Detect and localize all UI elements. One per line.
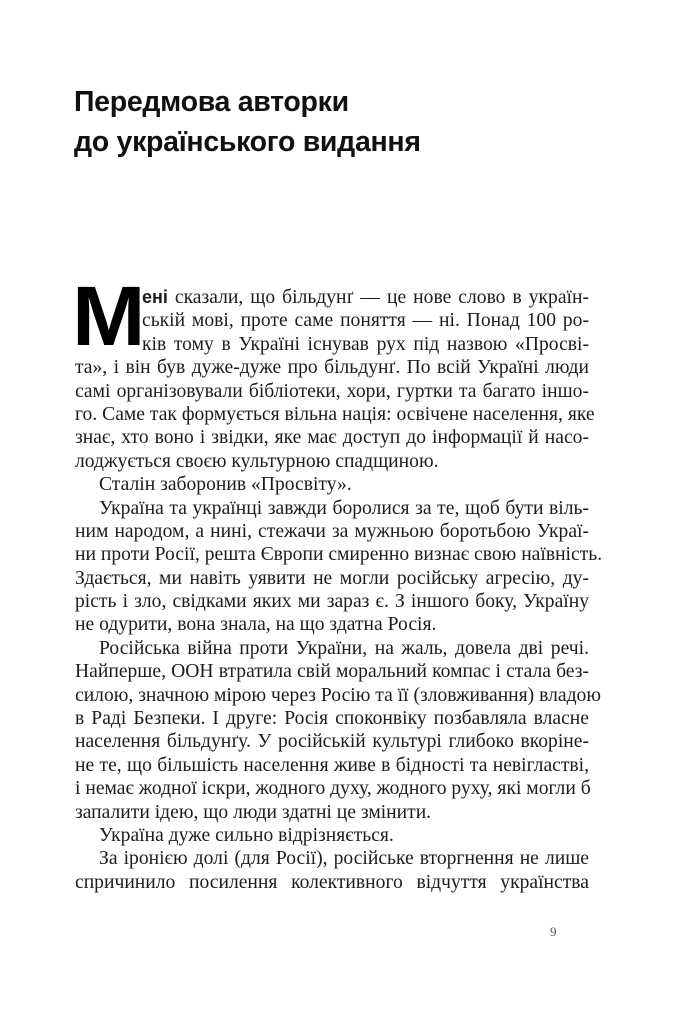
chapter-title-line-2: до українського видання <box>74 126 421 158</box>
text-line: не одурити, вона знала, на що здатна Росія. <box>75 614 437 636</box>
text-line: Сталін заборонив «Просвіту». <box>99 474 352 496</box>
text-line: населення більдунґу. У російській культурі глибоко вкоріне- <box>75 731 589 753</box>
chapter-title <box>74 82 594 162</box>
text-line: За іронією долі (для Росії), російське вторгнення не лише <box>99 848 589 870</box>
text-line: спричинило посилення колективного відчуття українства <box>75 871 589 893</box>
text-line: го. Саме так формується вільна нація: освічене населення, яке <box>75 403 595 425</box>
text-line: та», і він був дуже-дуже про більдунґ. По всій Україні люди <box>75 357 589 379</box>
text-line: Здається, ми навіть уявити не могли російську агресію, ду- <box>75 567 589 589</box>
text-line: Найперше, ООН втратила свій моральний компас і стала без- <box>75 661 589 683</box>
text-line: не те, що більшість населення живе в бідності та невігластві, <box>75 754 589 776</box>
text-line: силою, значною мірою через Росію та її (зловживання) владою <box>75 684 601 706</box>
text-line: ській мові, проте саме поняття — ні. Понад 100 ро- <box>142 310 589 332</box>
text-line: Російська війна проти України, на жаль, довела дві речі. <box>99 637 589 659</box>
text-line: Україна дуже сильно відрізняється. <box>99 824 394 846</box>
text-line: ним народом, а нині, стежачи за мужньою боротьбою Украї- <box>75 520 589 542</box>
text-line: рість і зло, свідками яких ми зараз є. З іншого боку, Україну <box>75 591 589 613</box>
page-number: 9 <box>550 924 557 939</box>
text-line: ків тому в Україні існував рух під назвою «Просві- <box>142 333 589 355</box>
text-line: лоджується своєю культурною спадщиною. <box>75 450 439 472</box>
lead-in: ені <box>142 287 168 307</box>
body-text <box>72 269 603 894</box>
text-line: ни проти Росії, решта Європи смиренно визнає свою наївність. <box>75 544 603 566</box>
text-line: в Раді Безпеки. І друге: Росія споконвіку позбавляла власне <box>75 708 589 730</box>
chapter-title-line-1: Передмова авторки <box>74 86 349 118</box>
text-line: запалити ідею, що люди здатні це змінити. <box>75 801 432 823</box>
text-line: самі організовували бібліотеки, хори, гуртки та багато іншо- <box>75 380 589 402</box>
text-line: знає, хто воно і звідки, яке має доступ до інформації й насо- <box>75 427 589 449</box>
drop-cap: М <box>72 269 144 363</box>
text-line: і немає жодної іскри, жодного духу, жодного руху, які могли б <box>75 778 591 800</box>
text-line: ені сказали, що більдунґ — це нове слово в україн- <box>142 287 589 308</box>
text-line: Україна та українці завжди боролися за те, щоб бути віль- <box>99 497 589 519</box>
